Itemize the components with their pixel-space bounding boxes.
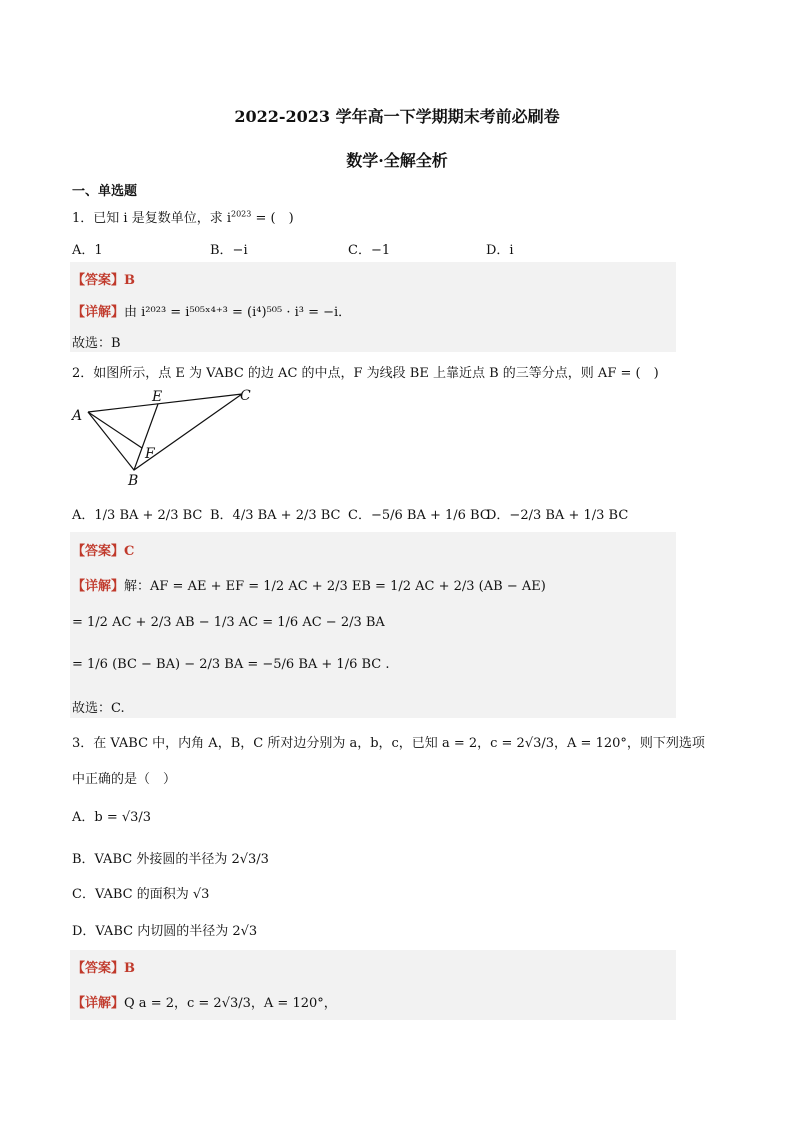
page-subtitle: 数学·全解全析	[346, 151, 448, 170]
label-b: B	[128, 473, 139, 488]
q2-option-d: D．−2/3 BA + 1/3 BC	[486, 508, 629, 523]
triangle-figure	[70, 386, 270, 488]
q3-option-a: A．b = √3/3	[72, 810, 152, 825]
q3-detail: 【详解】Q a = 2，c = 2√3/3，A = 120°，	[72, 996, 337, 1011]
section-heading: 一、单选题	[72, 184, 138, 199]
label-a: A	[72, 408, 83, 424]
q2-choice: 故选：C.	[72, 701, 125, 716]
q1-option-c: C．−1	[348, 243, 391, 258]
q2-detail-line-3: = 1/6 (BC − BA) − 2/3 BA = −5/6 BA + 1/6 BC .	[72, 657, 390, 672]
triangle-abc	[88, 394, 242, 470]
q2-option-c: C．−5/6 BA + 1/6 BC	[348, 508, 490, 523]
q3-option-b: B．VABC 外接圆的半径为 2√3/3	[72, 852, 269, 867]
q2-stem: 2．如图所示，点 E 为 VABC 的边 AC 的中点，F 为线段 BE 上靠近点 B 的三等分点，则 AF = ( )	[72, 366, 659, 381]
q2-option-b: B．4/3 BA + 2/3 BC	[210, 508, 341, 523]
q1-choice: 故选：B	[72, 336, 121, 351]
q3-stem-line-2: 中正确的是（ ）	[72, 772, 177, 787]
q1-detail: 【详解】由 i²⁰²³ = i⁵⁰⁵ˣ⁴⁺³ = (i⁴)⁵⁰⁵ · i³ = −i．	[72, 305, 352, 320]
q1-option-b: B．−i	[210, 243, 248, 258]
page-title: 2022-2023 学年高一下学期期末考前必刷卷	[234, 107, 560, 126]
q2-detail-line-1: 【详解】解：AF = AE + EF = 1/2 AC + 2/3 EB = 1/2 AC + 2/3 (AB − AE)	[72, 579, 546, 594]
q3-option-d: D．VABC 内切圆的半径为 2√3	[72, 924, 258, 939]
q2-answer: 【答案】C	[72, 544, 135, 559]
q2-option-a: A．1/3 BA + 2/3 BC	[72, 508, 203, 523]
label-c: C	[240, 388, 251, 404]
q1-answer: 【答案】B	[72, 273, 136, 288]
q3-stem-line-1: 3．在 VABC 中，内角 A，B，C 所对边分别为 a，b，c，已知 a = 2，c = 2√3/3，A = 120°，则下列选项	[72, 736, 705, 751]
q1-option-a: A．1	[72, 243, 103, 258]
label-f: F	[145, 446, 155, 462]
q1-stem: 1．已知 i 是复数单位，求 $i^{2023}$ = ( )	[72, 209, 294, 226]
q3-option-c: C．VABC 的面积为 √3	[72, 887, 210, 902]
q3-answer: 【答案】B	[72, 961, 136, 976]
q1-option-d: D．i	[486, 243, 514, 258]
label-e: E	[152, 389, 163, 405]
segment-af	[88, 412, 142, 448]
q2-detail-line-2: = 1/2 AC + 2/3 AB − 1/3 AC = 1/6 AC − 2/3 BA	[72, 615, 385, 630]
